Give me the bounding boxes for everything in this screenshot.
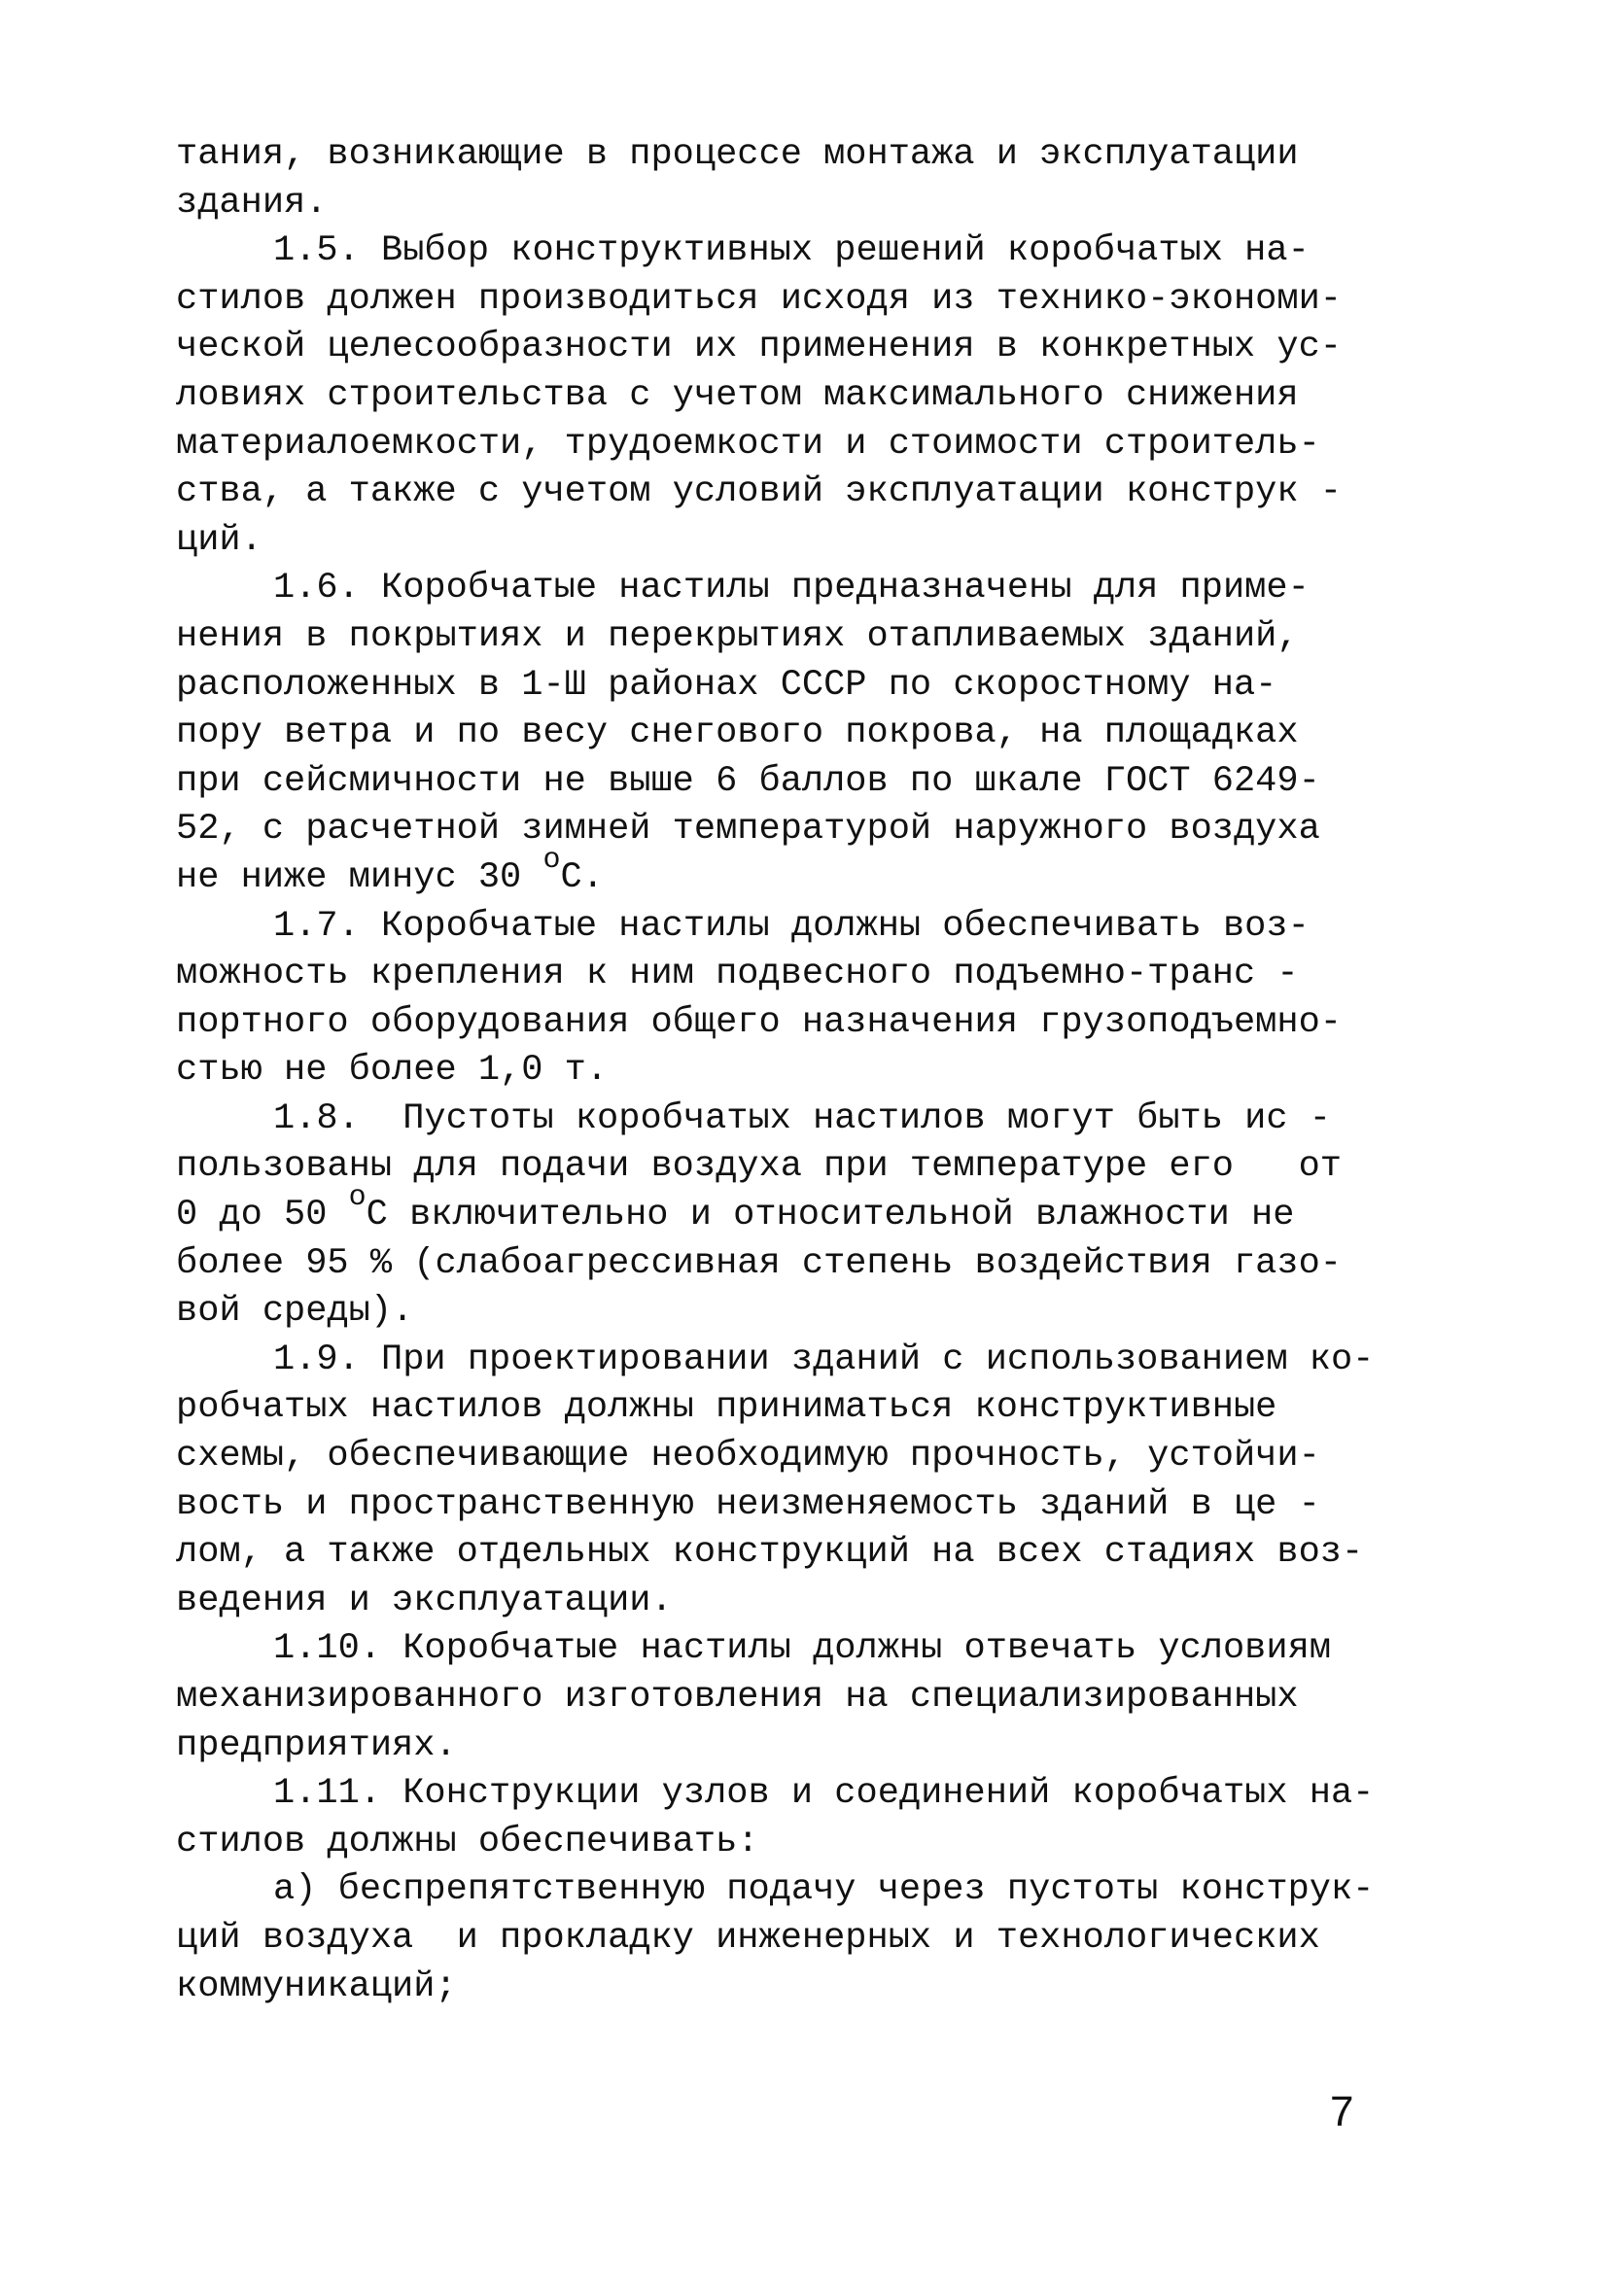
text-line: можность крепления к ним подвесного подъемно-транс - [176, 954, 1299, 995]
text-line: пору ветра и по весу снегового покрова, на площадках [176, 713, 1299, 754]
paragraph-1-8-start: 1.8. Пустоты коробчатых настилов могут быть ис - [273, 1097, 1331, 1139]
text-line: ций воздуха и прокладку инженерных и технологических [176, 1917, 1320, 1959]
text-line: робчатых настилов должны приниматься конструктивные [176, 1387, 1277, 1429]
paragraph-1-9-start: 1.9. При проектировании зданий с использованием ко- [273, 1339, 1375, 1380]
text-line: при сейсмичности не выше 6 баллов по шкале ГОСТ 6249- [176, 760, 1320, 802]
text-segment: С включительно и относительной влажности не [366, 1195, 1295, 1236]
degree-superscript: о [348, 1181, 367, 1215]
text-line: пользованы для подачи воздуха при температуре его от [176, 1146, 1342, 1188]
text-line: стилов должны обеспечивать: [176, 1821, 759, 1862]
text-segment: С. [560, 856, 604, 898]
paragraph-1-5-start: 1.5. Выбор конструктивных решений коробчатых на- [273, 230, 1310, 272]
text-line: вой среды). [176, 1291, 414, 1333]
text-line: ций. [176, 519, 262, 561]
list-item-a-start: а) беспрепятственную подачу через пустоты конструк- [273, 1869, 1375, 1911]
paragraph-1-7-start: 1.7. Коробчатые настилы должны обеспечивать воз- [273, 905, 1310, 947]
text-segment: не ниже минус 30 [176, 856, 543, 898]
paragraph-1-10-start: 1.10. Коробчатые настилы должны отвечать условиям [273, 1628, 1331, 1670]
text-line: 52, с расчетной зимней температурой наружного воздуха [176, 809, 1320, 851]
text-line: более 95 % (слабоагрессивная степень воздействия газо- [176, 1242, 1342, 1284]
text-line: предприятиях. [176, 1724, 457, 1766]
text-line: портного оборудования общего назначения грузоподъемно- [176, 1001, 1342, 1043]
page-number: 7 [1330, 2088, 1354, 2136]
text-line: тания, возникающие в процессе монтажа и эксплуатации [176, 134, 1299, 175]
text-line: ческой целесообразности их применения в конкретных ус- [176, 327, 1342, 368]
text-line: нения в покрытиях и перекрытиях отапливаемых зданий, [176, 615, 1299, 657]
text-line: стью не более 1,0 т. [176, 1050, 609, 1092]
text-line: ведения и эксплуатации. [176, 1580, 673, 1621]
text-segment: 0 до 50 [176, 1195, 349, 1236]
text-line: здания. [176, 182, 328, 224]
text-line: материалоемкости, трудоемкости и стоимости строитель- [176, 423, 1320, 465]
text-line: ства, а также с учетом условий эксплуатации конструк - [176, 471, 1342, 513]
text-line: схемы, обеспечивающие необходимую прочность, устойчи- [176, 1436, 1320, 1478]
paragraph-1-6-start: 1.6. Коробчатые настилы предназначены для приме- [273, 568, 1310, 609]
paragraph-1-11-start: 1.11. Конструкции узлов и соединений коробчатых на- [273, 1773, 1375, 1815]
document-text [176, 131, 1430, 2011]
text-line-with-degree [176, 1181, 1430, 1240]
text-line: коммуникаций; [176, 1966, 457, 2007]
text-line-with-degree [176, 843, 1430, 903]
text-line: расположенных в 1-Ш районах СССР по скоростному на- [176, 664, 1277, 706]
text-line: вость и пространственную неизменяемость зданий в це - [176, 1483, 1320, 1525]
text-line: механизированного изготовления на специализированных [176, 1677, 1299, 1718]
text-line: стилов должен производиться исходя из технико-экономи- [176, 278, 1342, 320]
text-line: ловиях строительства с учетом максимального снижения [176, 374, 1299, 416]
text-line: лом, а также отдельных конструкций на всех стадиях воз- [176, 1532, 1364, 1574]
degree-superscript: о [542, 843, 561, 877]
